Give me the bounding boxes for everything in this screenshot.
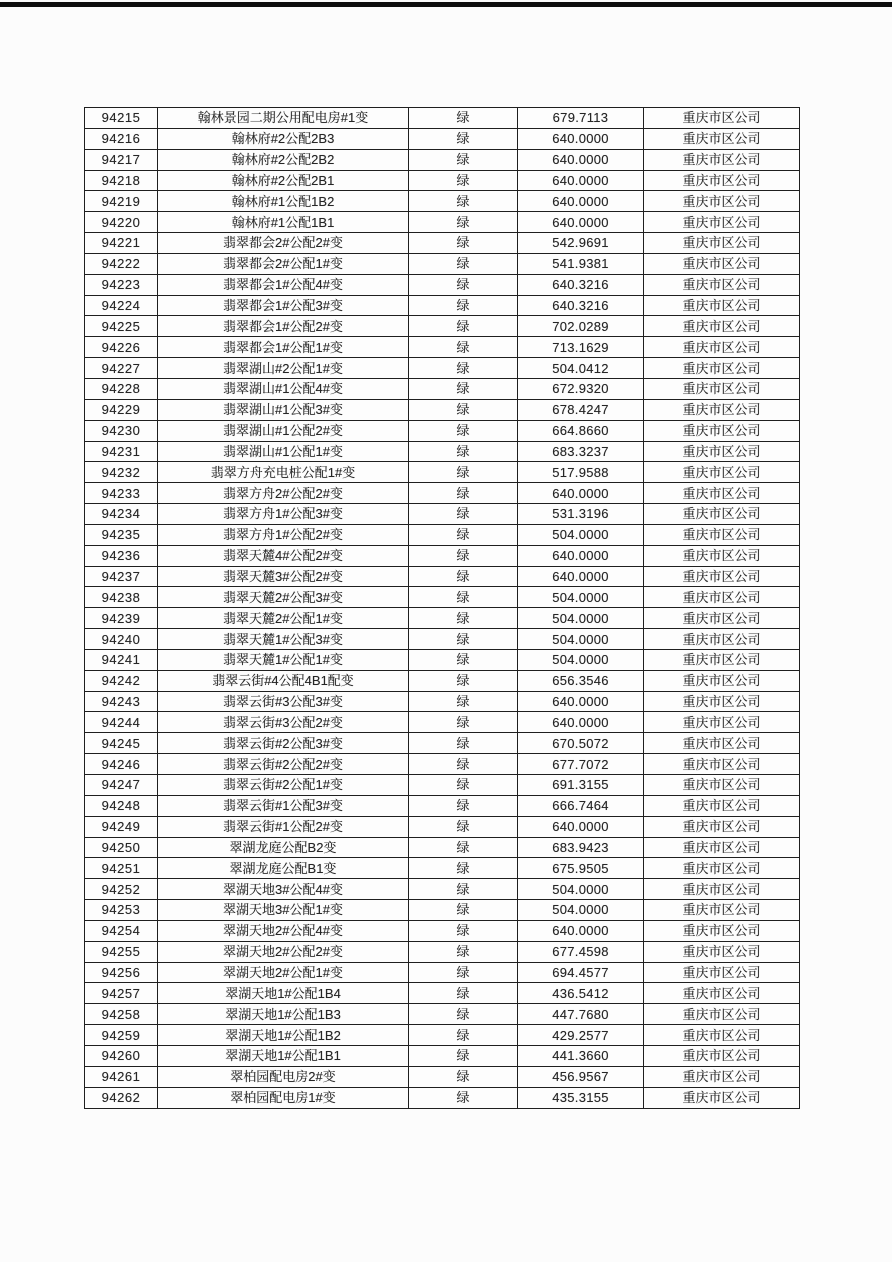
cell-capacity-value: 640.0000 bbox=[518, 128, 644, 149]
cell-status: 绿 bbox=[409, 795, 518, 816]
cell-capacity-value: 670.5072 bbox=[518, 733, 644, 754]
cell-capacity-value: 640.0000 bbox=[518, 712, 644, 733]
cell-company: 重庆市区公司 bbox=[644, 1066, 800, 1087]
cell-status: 绿 bbox=[409, 274, 518, 295]
table-row bbox=[85, 420, 800, 441]
cell-status: 绿 bbox=[409, 191, 518, 212]
cell-capacity-value: 640.0000 bbox=[518, 483, 644, 504]
table-row bbox=[85, 337, 800, 358]
cell-company: 重庆市区公司 bbox=[644, 1004, 800, 1025]
cell-company: 重庆市区公司 bbox=[644, 212, 800, 233]
cell-capacity-value: 531.3196 bbox=[518, 504, 644, 525]
cell-station-name: 翡翠湖山#2公配1#变 bbox=[158, 358, 409, 379]
cell-company: 重庆市区公司 bbox=[644, 1087, 800, 1108]
cell-capacity-value: 675.9505 bbox=[518, 858, 644, 879]
cell-station-name: 翰林府#1公配1B1 bbox=[158, 212, 409, 233]
cell-capacity-value: 504.0000 bbox=[518, 629, 644, 650]
table-row bbox=[85, 1066, 800, 1087]
cell-status: 绿 bbox=[409, 399, 518, 420]
cell-row-id: 94247 bbox=[85, 775, 158, 796]
cell-row-id: 94217 bbox=[85, 149, 158, 170]
table-row bbox=[85, 1025, 800, 1046]
cell-status: 绿 bbox=[409, 108, 518, 129]
table-row bbox=[85, 212, 800, 233]
cell-station-name: 翡翠云街#2公配3#变 bbox=[158, 733, 409, 754]
cell-station-name: 翠湖天地1#公配1B2 bbox=[158, 1025, 409, 1046]
cell-station-name: 翡翠云街#2公配2#变 bbox=[158, 754, 409, 775]
cell-station-name: 翡翠云街#3公配3#变 bbox=[158, 691, 409, 712]
cell-row-id: 94252 bbox=[85, 879, 158, 900]
cell-station-name: 翠湖龙庭公配B1变 bbox=[158, 858, 409, 879]
cell-capacity-value: 504.0000 bbox=[518, 524, 644, 545]
cell-station-name: 翠湖天地2#公配4#变 bbox=[158, 920, 409, 941]
cell-capacity-value: 640.0000 bbox=[518, 920, 644, 941]
cell-company: 重庆市区公司 bbox=[644, 545, 800, 566]
table-row bbox=[85, 566, 800, 587]
cell-company: 重庆市区公司 bbox=[644, 524, 800, 545]
cell-station-name: 翠湖天地1#公配1B1 bbox=[158, 1045, 409, 1066]
table-row bbox=[85, 149, 800, 170]
cell-capacity-value: 656.3546 bbox=[518, 670, 644, 691]
cell-status: 绿 bbox=[409, 629, 518, 650]
cell-company: 重庆市区公司 bbox=[644, 295, 800, 316]
cell-row-id: 94253 bbox=[85, 900, 158, 921]
cell-capacity-value: 666.7464 bbox=[518, 795, 644, 816]
cell-status: 绿 bbox=[409, 1025, 518, 1046]
cell-station-name: 翠湖天地1#公配1B4 bbox=[158, 983, 409, 1004]
cell-status: 绿 bbox=[409, 962, 518, 983]
cell-capacity-value: 504.0000 bbox=[518, 608, 644, 629]
top-bar bbox=[0, 2, 892, 7]
table-row bbox=[85, 733, 800, 754]
cell-row-id: 94233 bbox=[85, 483, 158, 504]
cell-company: 重庆市区公司 bbox=[644, 858, 800, 879]
cell-company: 重庆市区公司 bbox=[644, 983, 800, 1004]
cell-station-name: 翡翠都会2#公配1#变 bbox=[158, 253, 409, 274]
cell-row-id: 94215 bbox=[85, 108, 158, 129]
cell-capacity-value: 435.3155 bbox=[518, 1087, 644, 1108]
cell-company: 重庆市区公司 bbox=[644, 253, 800, 274]
cell-company: 重庆市区公司 bbox=[644, 941, 800, 962]
cell-row-id: 94250 bbox=[85, 837, 158, 858]
cell-station-name: 翡翠都会1#公配1#变 bbox=[158, 337, 409, 358]
cell-company: 重庆市区公司 bbox=[644, 775, 800, 796]
table-row bbox=[85, 649, 800, 670]
table-row bbox=[85, 399, 800, 420]
cell-status: 绿 bbox=[409, 775, 518, 796]
cell-company: 重庆市区公司 bbox=[644, 337, 800, 358]
cell-capacity-value: 683.3237 bbox=[518, 441, 644, 462]
cell-station-name: 翰林府#1公配1B2 bbox=[158, 191, 409, 212]
cell-company: 重庆市区公司 bbox=[644, 233, 800, 254]
cell-status: 绿 bbox=[409, 524, 518, 545]
cell-station-name: 翡翠都会1#公配2#变 bbox=[158, 316, 409, 337]
table-row bbox=[85, 941, 800, 962]
cell-capacity-value: 640.0000 bbox=[518, 566, 644, 587]
cell-station-name: 翠湖天地1#公配1B3 bbox=[158, 1004, 409, 1025]
cell-row-id: 94260 bbox=[85, 1045, 158, 1066]
table-row bbox=[85, 775, 800, 796]
cell-status: 绿 bbox=[409, 566, 518, 587]
cell-row-id: 94245 bbox=[85, 733, 158, 754]
table-row bbox=[85, 483, 800, 504]
table-row bbox=[85, 691, 800, 712]
cell-status: 绿 bbox=[409, 483, 518, 504]
cell-row-id: 94249 bbox=[85, 816, 158, 837]
table-row bbox=[85, 295, 800, 316]
cell-station-name: 翡翠天麓1#公配3#变 bbox=[158, 629, 409, 650]
cell-status: 绿 bbox=[409, 1087, 518, 1108]
cell-row-id: 94251 bbox=[85, 858, 158, 879]
cell-row-id: 94223 bbox=[85, 274, 158, 295]
table-row bbox=[85, 316, 800, 337]
table-row bbox=[85, 170, 800, 191]
cell-capacity-value: 640.0000 bbox=[518, 212, 644, 233]
cell-capacity-value: 691.3155 bbox=[518, 775, 644, 796]
cell-company: 重庆市区公司 bbox=[644, 149, 800, 170]
cell-status: 绿 bbox=[409, 545, 518, 566]
cell-capacity-value: 541.9381 bbox=[518, 253, 644, 274]
cell-company: 重庆市区公司 bbox=[644, 1045, 800, 1066]
cell-status: 绿 bbox=[409, 920, 518, 941]
cell-status: 绿 bbox=[409, 983, 518, 1004]
table-row bbox=[85, 816, 800, 837]
cell-company: 重庆市区公司 bbox=[644, 795, 800, 816]
cell-station-name: 翠湖天地3#公配4#变 bbox=[158, 879, 409, 900]
cell-capacity-value: 436.5412 bbox=[518, 983, 644, 1004]
cell-station-name: 翡翠方舟2#公配2#变 bbox=[158, 483, 409, 504]
cell-capacity-value: 672.9320 bbox=[518, 378, 644, 399]
table-body bbox=[85, 108, 800, 1109]
cell-company: 重庆市区公司 bbox=[644, 920, 800, 941]
cell-company: 重庆市区公司 bbox=[644, 504, 800, 525]
table-row bbox=[85, 545, 800, 566]
table-row bbox=[85, 524, 800, 545]
cell-company: 重庆市区公司 bbox=[644, 962, 800, 983]
cell-status: 绿 bbox=[409, 504, 518, 525]
cell-capacity-value: 702.0289 bbox=[518, 316, 644, 337]
cell-station-name: 翡翠云街#1公配2#变 bbox=[158, 816, 409, 837]
table-row bbox=[85, 983, 800, 1004]
cell-row-id: 94241 bbox=[85, 649, 158, 670]
cell-status: 绿 bbox=[409, 712, 518, 733]
cell-row-id: 94246 bbox=[85, 754, 158, 775]
cell-station-name: 翡翠都会1#公配3#变 bbox=[158, 295, 409, 316]
cell-capacity-value: 504.0000 bbox=[518, 879, 644, 900]
cell-station-name: 翰林府#2公配2B3 bbox=[158, 128, 409, 149]
cell-row-id: 94228 bbox=[85, 378, 158, 399]
cell-capacity-value: 677.7072 bbox=[518, 754, 644, 775]
cell-company: 重庆市区公司 bbox=[644, 754, 800, 775]
cell-row-id: 94219 bbox=[85, 191, 158, 212]
cell-company: 重庆市区公司 bbox=[644, 608, 800, 629]
cell-row-id: 94255 bbox=[85, 941, 158, 962]
table-row bbox=[85, 608, 800, 629]
table-row bbox=[85, 253, 800, 274]
cell-row-id: 94258 bbox=[85, 1004, 158, 1025]
cell-company: 重庆市区公司 bbox=[644, 128, 800, 149]
cell-company: 重庆市区公司 bbox=[644, 733, 800, 754]
cell-status: 绿 bbox=[409, 858, 518, 879]
table-row bbox=[85, 879, 800, 900]
cell-company: 重庆市区公司 bbox=[644, 191, 800, 212]
cell-status: 绿 bbox=[409, 816, 518, 837]
cell-station-name: 翡翠湖山#1公配1#变 bbox=[158, 441, 409, 462]
cell-status: 绿 bbox=[409, 170, 518, 191]
cell-status: 绿 bbox=[409, 378, 518, 399]
cell-station-name: 翠柏园配电房2#变 bbox=[158, 1066, 409, 1087]
table-row bbox=[85, 712, 800, 733]
cell-status: 绿 bbox=[409, 233, 518, 254]
cell-row-id: 94240 bbox=[85, 629, 158, 650]
cell-status: 绿 bbox=[409, 670, 518, 691]
cell-station-name: 翰林府#2公配2B1 bbox=[158, 170, 409, 191]
cell-status: 绿 bbox=[409, 358, 518, 379]
cell-company: 重庆市区公司 bbox=[644, 108, 800, 129]
cell-row-id: 94222 bbox=[85, 253, 158, 274]
cell-capacity-value: 640.0000 bbox=[518, 691, 644, 712]
table-row bbox=[85, 670, 800, 691]
table-row bbox=[85, 858, 800, 879]
cell-company: 重庆市区公司 bbox=[644, 837, 800, 858]
cell-status: 绿 bbox=[409, 295, 518, 316]
cell-status: 绿 bbox=[409, 1066, 518, 1087]
table-row bbox=[85, 629, 800, 650]
cell-status: 绿 bbox=[409, 587, 518, 608]
cell-status: 绿 bbox=[409, 128, 518, 149]
cell-capacity-value: 713.1629 bbox=[518, 337, 644, 358]
cell-row-id: 94231 bbox=[85, 441, 158, 462]
cell-row-id: 94227 bbox=[85, 358, 158, 379]
table-row bbox=[85, 962, 800, 983]
cell-status: 绿 bbox=[409, 608, 518, 629]
cell-capacity-value: 441.3660 bbox=[518, 1045, 644, 1066]
cell-company: 重庆市区公司 bbox=[644, 566, 800, 587]
cell-row-id: 94239 bbox=[85, 608, 158, 629]
cell-station-name: 翰林景园二期公用配电房#1变 bbox=[158, 108, 409, 129]
table-row bbox=[85, 587, 800, 608]
cell-capacity-value: 504.0412 bbox=[518, 358, 644, 379]
cell-station-name: 翡翠天麓3#公配2#变 bbox=[158, 566, 409, 587]
cell-company: 重庆市区公司 bbox=[644, 670, 800, 691]
cell-station-name: 翡翠都会2#公配2#变 bbox=[158, 233, 409, 254]
table-row bbox=[85, 128, 800, 149]
cell-station-name: 翡翠湖山#1公配3#变 bbox=[158, 399, 409, 420]
table-row bbox=[85, 920, 800, 941]
cell-station-name: 翡翠方舟1#公配3#变 bbox=[158, 504, 409, 525]
cell-row-id: 94220 bbox=[85, 212, 158, 233]
cell-capacity-value: 640.3216 bbox=[518, 295, 644, 316]
cell-row-id: 94232 bbox=[85, 462, 158, 483]
table-row bbox=[85, 900, 800, 921]
cell-station-name: 翠柏园配电房1#变 bbox=[158, 1087, 409, 1108]
cell-capacity-value: 694.4577 bbox=[518, 962, 644, 983]
cell-capacity-value: 640.0000 bbox=[518, 545, 644, 566]
table-row bbox=[85, 462, 800, 483]
cell-row-id: 94218 bbox=[85, 170, 158, 191]
cell-company: 重庆市区公司 bbox=[644, 587, 800, 608]
table-row bbox=[85, 274, 800, 295]
cell-station-name: 翡翠云街#2公配1#变 bbox=[158, 775, 409, 796]
cell-company: 重庆市区公司 bbox=[644, 441, 800, 462]
cell-station-name: 翡翠天麓4#公配2#变 bbox=[158, 545, 409, 566]
cell-capacity-value: 447.7680 bbox=[518, 1004, 644, 1025]
cell-status: 绿 bbox=[409, 441, 518, 462]
cell-station-name: 翡翠方舟1#公配2#变 bbox=[158, 524, 409, 545]
cell-row-id: 94230 bbox=[85, 420, 158, 441]
cell-row-id: 94256 bbox=[85, 962, 158, 983]
cell-capacity-value: 678.4247 bbox=[518, 399, 644, 420]
cell-station-name: 翡翠湖山#1公配4#变 bbox=[158, 378, 409, 399]
cell-station-name: 翰林府#2公配2B2 bbox=[158, 149, 409, 170]
cell-capacity-value: 504.0000 bbox=[518, 900, 644, 921]
cell-status: 绿 bbox=[409, 337, 518, 358]
table-row bbox=[85, 233, 800, 254]
cell-capacity-value: 456.9567 bbox=[518, 1066, 644, 1087]
cell-row-id: 94235 bbox=[85, 524, 158, 545]
cell-company: 重庆市区公司 bbox=[644, 1025, 800, 1046]
table-row bbox=[85, 1045, 800, 1066]
cell-capacity-value: 429.2577 bbox=[518, 1025, 644, 1046]
cell-row-id: 94221 bbox=[85, 233, 158, 254]
cell-row-id: 94248 bbox=[85, 795, 158, 816]
cell-status: 绿 bbox=[409, 733, 518, 754]
cell-status: 绿 bbox=[409, 462, 518, 483]
cell-company: 重庆市区公司 bbox=[644, 358, 800, 379]
cell-row-id: 94259 bbox=[85, 1025, 158, 1046]
cell-capacity-value: 664.8660 bbox=[518, 420, 644, 441]
cell-company: 重庆市区公司 bbox=[644, 420, 800, 441]
cell-row-id: 94242 bbox=[85, 670, 158, 691]
table-row bbox=[85, 1087, 800, 1108]
cell-capacity-value: 640.0000 bbox=[518, 170, 644, 191]
cell-capacity-value: 640.0000 bbox=[518, 149, 644, 170]
cell-status: 绿 bbox=[409, 691, 518, 712]
table-row bbox=[85, 1004, 800, 1025]
table-row bbox=[85, 504, 800, 525]
cell-capacity-value: 640.3216 bbox=[518, 274, 644, 295]
cell-row-id: 94234 bbox=[85, 504, 158, 525]
cell-row-id: 94244 bbox=[85, 712, 158, 733]
cell-capacity-value: 683.9423 bbox=[518, 837, 644, 858]
table-row bbox=[85, 441, 800, 462]
cell-station-name: 翡翠都会1#公配4#变 bbox=[158, 274, 409, 295]
table-row bbox=[85, 795, 800, 816]
cell-row-id: 94224 bbox=[85, 295, 158, 316]
cell-status: 绿 bbox=[409, 879, 518, 900]
cell-capacity-value: 517.9588 bbox=[518, 462, 644, 483]
cell-company: 重庆市区公司 bbox=[644, 879, 800, 900]
cell-status: 绿 bbox=[409, 649, 518, 670]
cell-row-id: 94257 bbox=[85, 983, 158, 1004]
cell-status: 绿 bbox=[409, 837, 518, 858]
cell-company: 重庆市区公司 bbox=[644, 316, 800, 337]
cell-company: 重庆市区公司 bbox=[644, 483, 800, 504]
cell-capacity-value: 679.7113 bbox=[518, 108, 644, 129]
cell-status: 绿 bbox=[409, 754, 518, 775]
cell-station-name: 翠湖天地2#公配1#变 bbox=[158, 962, 409, 983]
cell-station-name: 翡翠天麓2#公配1#变 bbox=[158, 608, 409, 629]
cell-station-name: 翠湖天地2#公配2#变 bbox=[158, 941, 409, 962]
cell-capacity-value: 542.9691 bbox=[518, 233, 644, 254]
cell-capacity-value: 504.0000 bbox=[518, 649, 644, 670]
cell-status: 绿 bbox=[409, 149, 518, 170]
cell-company: 重庆市区公司 bbox=[644, 378, 800, 399]
cell-station-name: 翡翠天麓1#公配1#变 bbox=[158, 649, 409, 670]
cell-station-name: 翡翠湖山#1公配2#变 bbox=[158, 420, 409, 441]
cell-company: 重庆市区公司 bbox=[644, 274, 800, 295]
cell-station-name: 翠湖天地3#公配1#变 bbox=[158, 900, 409, 921]
cell-row-id: 94238 bbox=[85, 587, 158, 608]
cell-row-id: 94216 bbox=[85, 128, 158, 149]
cell-station-name: 翡翠天麓2#公配3#变 bbox=[158, 587, 409, 608]
cell-row-id: 94243 bbox=[85, 691, 158, 712]
cell-status: 绿 bbox=[409, 420, 518, 441]
table-row bbox=[85, 108, 800, 129]
cell-company: 重庆市区公司 bbox=[644, 816, 800, 837]
cell-status: 绿 bbox=[409, 941, 518, 962]
table-row bbox=[85, 358, 800, 379]
transformer-table bbox=[84, 107, 800, 1109]
cell-capacity-value: 504.0000 bbox=[518, 587, 644, 608]
cell-row-id: 94229 bbox=[85, 399, 158, 420]
cell-row-id: 94225 bbox=[85, 316, 158, 337]
cell-company: 重庆市区公司 bbox=[644, 399, 800, 420]
cell-company: 重庆市区公司 bbox=[644, 170, 800, 191]
cell-company: 重庆市区公司 bbox=[644, 629, 800, 650]
cell-company: 重庆市区公司 bbox=[644, 462, 800, 483]
cell-status: 绿 bbox=[409, 1045, 518, 1066]
table-row bbox=[85, 378, 800, 399]
cell-row-id: 94237 bbox=[85, 566, 158, 587]
cell-capacity-value: 640.0000 bbox=[518, 816, 644, 837]
cell-row-id: 94261 bbox=[85, 1066, 158, 1087]
cell-status: 绿 bbox=[409, 253, 518, 274]
cell-row-id: 94236 bbox=[85, 545, 158, 566]
cell-status: 绿 bbox=[409, 212, 518, 233]
cell-status: 绿 bbox=[409, 900, 518, 921]
cell-capacity-value: 677.4598 bbox=[518, 941, 644, 962]
cell-station-name: 翡翠云街#4公配4B1配变 bbox=[158, 670, 409, 691]
cell-station-name: 翠湖龙庭公配B2变 bbox=[158, 837, 409, 858]
cell-capacity-value: 640.0000 bbox=[518, 191, 644, 212]
table-row bbox=[85, 837, 800, 858]
cell-status: 绿 bbox=[409, 1004, 518, 1025]
cell-row-id: 94262 bbox=[85, 1087, 158, 1108]
cell-company: 重庆市区公司 bbox=[644, 649, 800, 670]
cell-company: 重庆市区公司 bbox=[644, 900, 800, 921]
cell-station-name: 翡翠方舟充电桩公配1#变 bbox=[158, 462, 409, 483]
table-row bbox=[85, 191, 800, 212]
cell-status: 绿 bbox=[409, 316, 518, 337]
table-row bbox=[85, 754, 800, 775]
cell-company: 重庆市区公司 bbox=[644, 691, 800, 712]
cell-company: 重庆市区公司 bbox=[644, 712, 800, 733]
cell-station-name: 翡翠云街#3公配2#变 bbox=[158, 712, 409, 733]
cell-station-name: 翡翠云街#1公配3#变 bbox=[158, 795, 409, 816]
cell-row-id: 94226 bbox=[85, 337, 158, 358]
cell-row-id: 94254 bbox=[85, 920, 158, 941]
